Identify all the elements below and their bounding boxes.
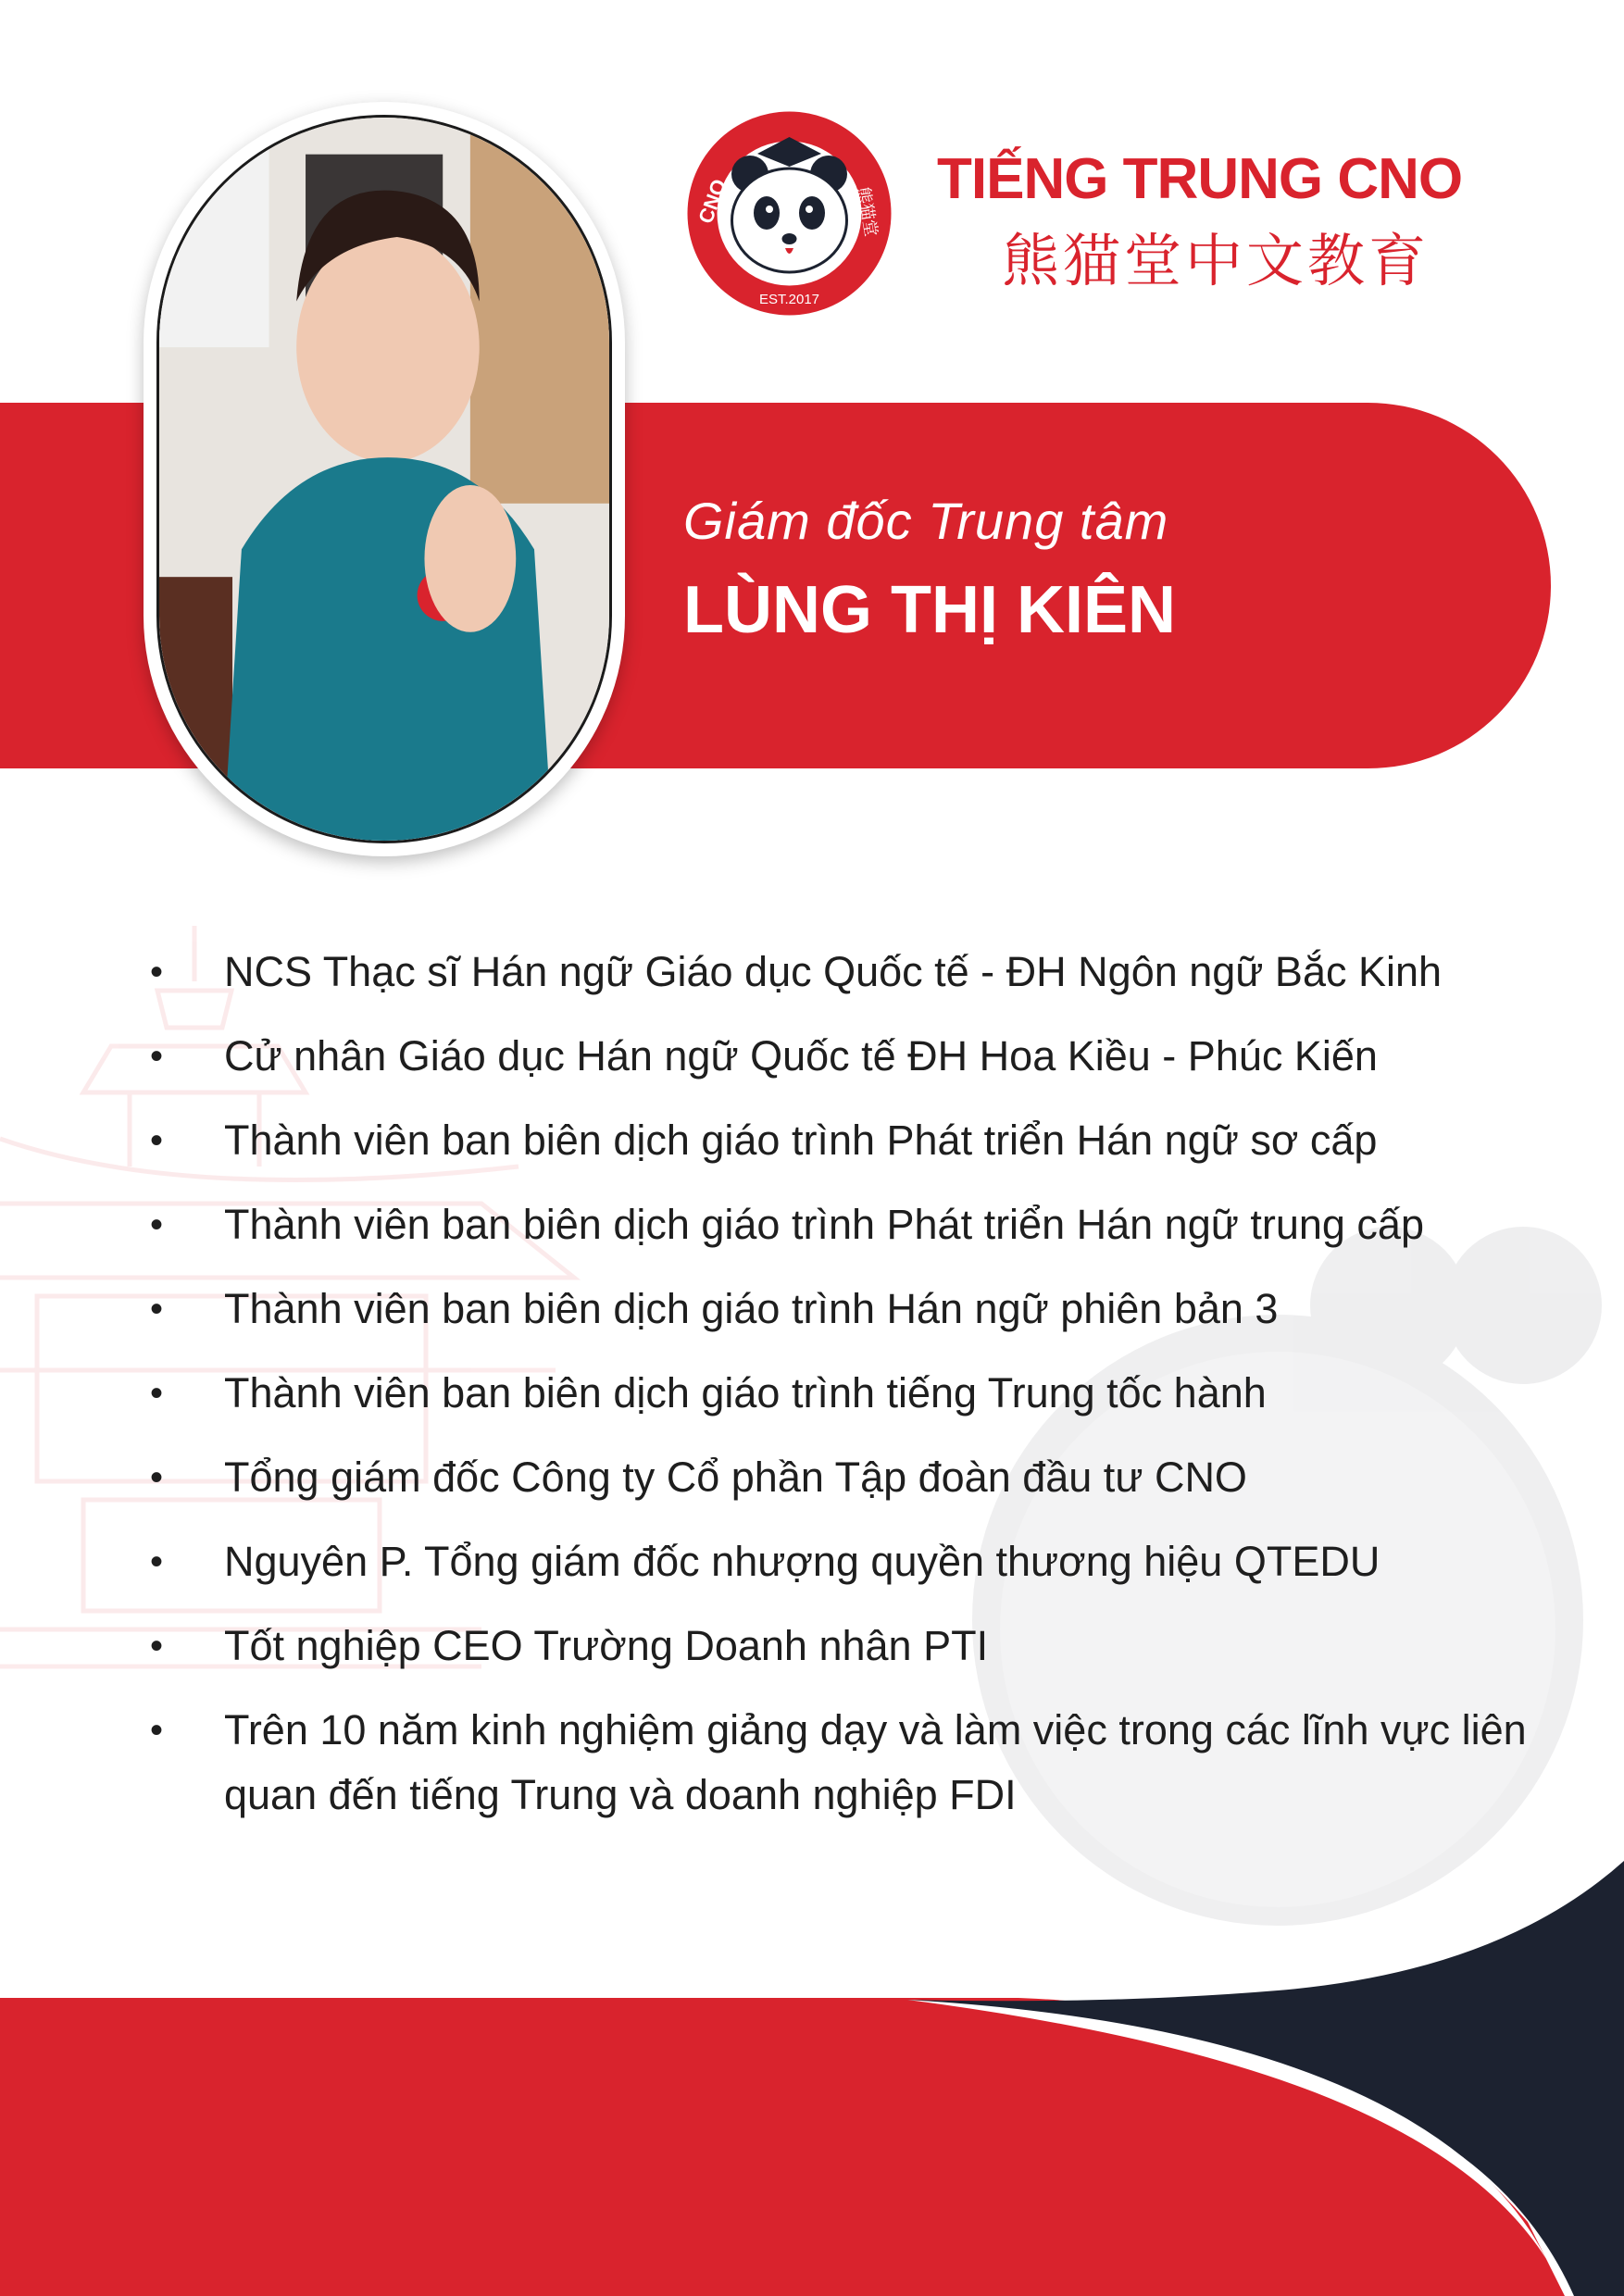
portrait-frame (144, 102, 625, 856)
panda-logo (685, 109, 893, 318)
list-item (148, 1529, 1537, 1594)
list-item-text: Thành viên ban biên dịch giáo trình Hán ngữ phiên bản 3 (224, 1285, 1279, 1332)
bullet: • (150, 1710, 164, 1751)
list-item (148, 1445, 1537, 1510)
bullet: • (150, 1204, 164, 1245)
list-item (148, 1108, 1537, 1173)
brand-subtitle: 熊猫堂中文教育 (1002, 227, 1430, 294)
list-item-text: Cử nhân Giáo dục Hán ngữ Quốc tế ĐH Hoa Kiều - Phúc Kiến (224, 1032, 1378, 1079)
list-item (148, 1277, 1537, 1341)
list-item-text: Thành viên ban biên dịch giáo trình Phát triển Hán ngữ trung cấp (224, 1201, 1424, 1248)
profile-role: Giám đốc Trung tâm (683, 492, 1169, 550)
logo-text-left: CNO (693, 176, 731, 227)
portrait-photo (156, 115, 612, 843)
list-item-text: Thành viên ban biên dịch giáo trình Phát triển Hán ngữ sơ cấp (224, 1117, 1378, 1164)
list-item-text: NCS Thạc sĩ Hán ngữ Giáo dục Quốc tế - ĐH Ngôn ngữ Bắc Kinh (224, 948, 1443, 995)
bullet: • (150, 1373, 164, 1414)
brand-title: TIẾNG TRUNG CNO (937, 147, 1463, 211)
list-item (148, 1192, 1537, 1257)
list-item-text: Nguyên P. Tổng giám đốc nhượng quyền thương hiệu QTEDU (224, 1538, 1380, 1585)
list-item-text: Tổng giám đốc Công ty Cổ phần Tập đoàn đầu tư CNO (224, 1454, 1247, 1501)
list-item (148, 1361, 1537, 1426)
profile-name: LÙNG THỊ KIÊN (683, 573, 1176, 647)
bullet: • (150, 952, 164, 992)
bullet: • (150, 1289, 164, 1329)
bio-list (148, 940, 1537, 1847)
bullet: • (150, 1120, 164, 1161)
list-item (148, 1024, 1537, 1089)
list-item-text: Tốt nghiệp CEO Trường Doanh nhân PTI (224, 1622, 989, 1669)
list-item-text: Thành viên ban biên dịch giáo trình tiếng Trung tốc hành (224, 1369, 1267, 1416)
list-item-text: Trên 10 năm kinh nghiệm giảng dạy và làm việc trong các lĩnh vực liên quan đến tiếng Trung và doanh nghiệp FDI (224, 1706, 1527, 1818)
logo-text-bottom: EST.2017 (758, 292, 820, 307)
list-item (148, 1698, 1537, 1828)
bullet: • (150, 1036, 164, 1077)
bullet: • (150, 1626, 164, 1666)
bullet: • (150, 1541, 164, 1582)
list-item (148, 940, 1537, 1004)
list-item (148, 1614, 1537, 1678)
logo-text-right: 熊猫堂 (853, 185, 881, 239)
bullet: • (150, 1457, 164, 1498)
